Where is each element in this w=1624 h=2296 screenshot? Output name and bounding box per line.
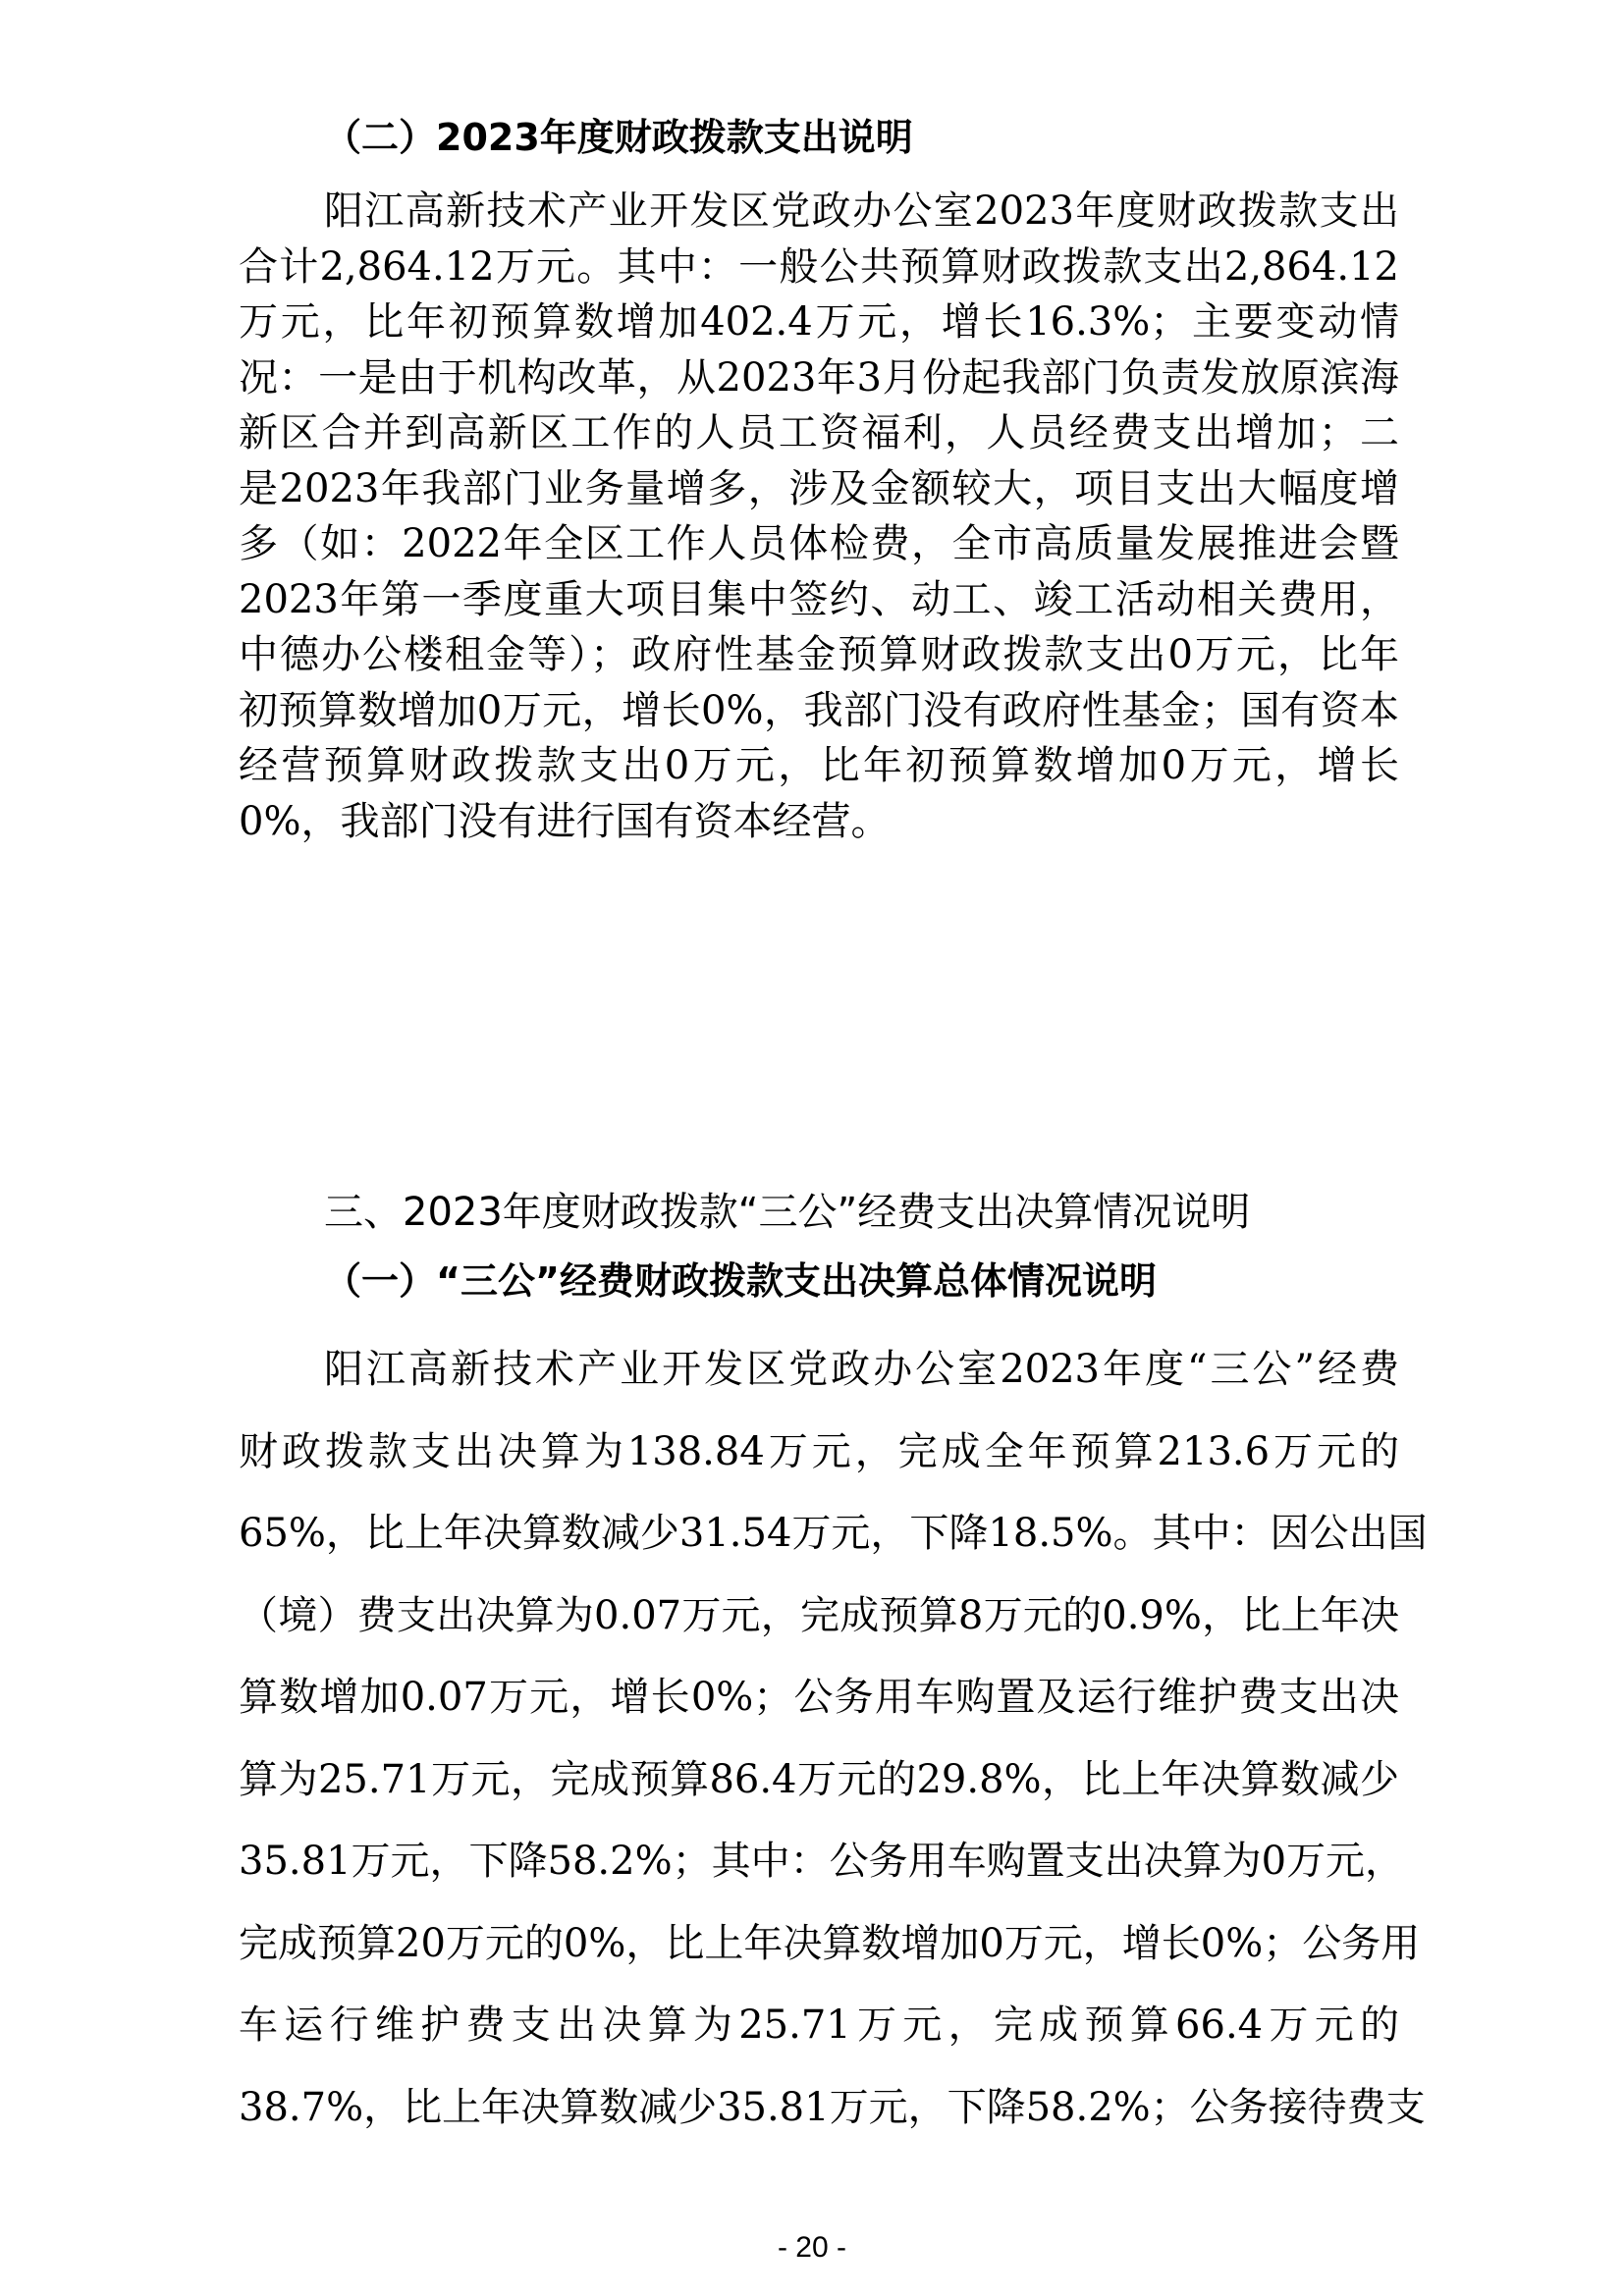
paragraph-line: 中德办公楼租金等）；政府性基金预算财政拨款支出0万元，比年	[239, 632, 1399, 677]
paragraph-line: （境）费支出决算为0.07万元，完成预算8万元的0.9%，比上年决	[239, 1593, 1399, 1638]
paragraph-line: 初预算数增加0万元，增长0%，我部门没有政府性基金；国有资本	[239, 688, 1399, 733]
paragraph-line: 阳江高新技术产业开发区党政办公室2023年度财政拨款支出	[324, 188, 1399, 234]
paragraph-line: 新区合并到高新区工作的人员工资福利，人员经费支出增加；二	[239, 410, 1399, 455]
paragraph-line: 是2023年我部门业务量增多，涉及金额较大，项目支出大幅度增	[239, 466, 1399, 511]
section-3-heading: 三、2023年度财政拨款“三公”经费支出决算情况说明	[324, 1190, 1251, 1235]
page-number: - 20 -	[777, 2231, 847, 2264]
paragraph-line: 38.7%，比上年决算数减少35.81万元，下降58.2%；公务接待费支	[239, 2085, 1426, 2130]
paragraph-line: 车运行维护费支出决算为25.71万元，完成预算66.4万元的	[239, 2002, 1399, 2048]
paragraph-line: 阳江高新技术产业开发区党政办公室2023年度“三公”经费	[324, 1347, 1399, 1392]
paragraph-line: 经营预算财政拨款支出0万元，比年初预算数增加0万元，增长	[239, 743, 1399, 788]
paragraph-line: 35.81万元，下降58.2%；其中：公务用车购置支出决算为0万元，	[239, 1839, 1405, 1884]
paragraph-line: 2023年第一季度重大项目集中签约、动工、竣工活动相关费用，	[239, 577, 1399, 622]
paragraph-line: 多（如：2022年全区工作人员体检费，全市高质量发展推进会暨	[239, 521, 1399, 566]
paragraph-line: 算为25.71万元，完成预算86.4万元的29.8%，比上年决算数减少	[239, 1757, 1399, 1802]
paragraph-line: 合计2,864.12万元。其中：一般公共预算财政拨款支出2,864.12	[239, 244, 1399, 290]
paragraph-line: 财政拨款支出决算为138.84万元，完成全年预算213.6万元的	[239, 1429, 1399, 1474]
paragraph-line: 完成预算20万元的0%，比上年决算数增加0万元，增长0%；公务用	[239, 1921, 1421, 1966]
paragraph-line: 65%，比上年决算数减少31.54万元，下降18.5%。其中：因公出国	[239, 1511, 1428, 1556]
paragraph-line: 万元，比年初预算数增加402.4万元，增长16.3%；主要变动情	[239, 299, 1399, 345]
section-2-heading: （二）2023年度财政拨款支出说明	[324, 116, 913, 159]
paragraph-line: 况：一是由于机构改革，从2023年3月份起我部门负责发放原滨海	[239, 355, 1399, 400]
paragraph-line: 0%，我部门没有进行国有资本经营。	[239, 799, 891, 844]
paragraph-line: 算数增加0.07万元，增长0%；公务用车购置及运行维护费支出决	[239, 1675, 1399, 1720]
section-3-1-heading: （一）“三公”经费财政拨款支出决算总体情况说明	[324, 1259, 1157, 1303]
